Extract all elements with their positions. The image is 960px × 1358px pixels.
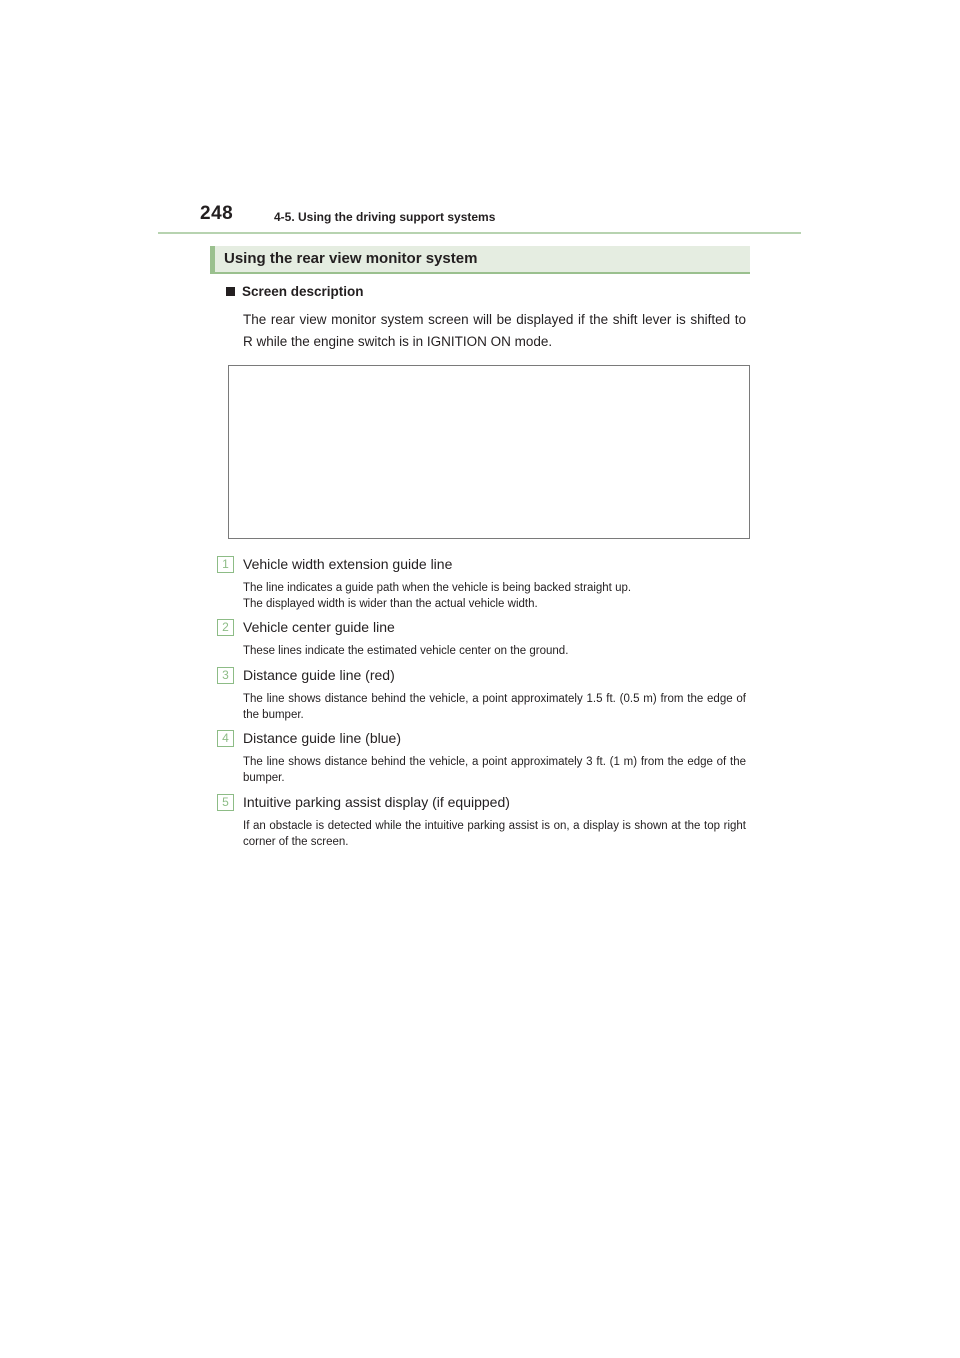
legend-item-description: [243, 643, 746, 659]
description-line: The line shows distance behind the vehicle, a point approximately 3 ft. (1 m) from the edge of the bumper.: [243, 756, 746, 784]
callout-number-1: 1: [217, 556, 234, 573]
description-line: The line shows distance behind the vehicle, a point approximately 1.5 ft. (0.5 m) from the edge of the bumper.: [243, 693, 746, 721]
legend-item-title: Vehicle center guide line: [243, 619, 395, 635]
legend-item-title: Intuitive parking assist display (if equipped): [243, 794, 510, 810]
legend-item-title: Vehicle width extension guide line: [243, 556, 453, 572]
section-heading-bar: [210, 246, 750, 274]
section-title: Using the rear view monitor system: [224, 250, 478, 267]
subsection-title: Screen description: [242, 284, 364, 299]
legend-item-description: [243, 691, 746, 723]
callout-number-2: 2: [217, 619, 234, 636]
chapter-title: 4-5. Using the driving support systems: [274, 210, 496, 224]
description-line: The displayed width is wider than the actual vehicle width.: [243, 598, 538, 610]
legend-item-description: [243, 580, 746, 612]
subsection-heading: [226, 284, 364, 299]
page-number: 248: [200, 203, 234, 224]
header-rule: [158, 232, 801, 234]
screen-illustration-frame: [228, 365, 750, 539]
callout-number-4: 4: [217, 730, 234, 747]
callout-number-5: 5: [217, 794, 234, 811]
legend-item-title: Distance guide line (red): [243, 667, 395, 683]
description-line: The line indicates a guide path when the vehicle is being backed straight up.: [243, 582, 632, 594]
legend-item-description: [243, 818, 746, 850]
subsection-body: The rear view monitor system screen will be displayed if the shift lever is shifted to R while the engine switch is in IGNITION ON mode.: [243, 312, 746, 349]
legend-item-description: [243, 754, 746, 786]
description-line: If an obstacle is detected while the intuitive parking assist is on, a display is shown at the top right corner of the screen.: [243, 820, 746, 848]
description-line: These lines indicate the estimated vehicle center on the ground.: [243, 645, 569, 657]
legend-item-title: Distance guide line (blue): [243, 730, 401, 746]
square-bullet-icon: [226, 287, 235, 296]
callout-number-3: 3: [217, 667, 234, 684]
